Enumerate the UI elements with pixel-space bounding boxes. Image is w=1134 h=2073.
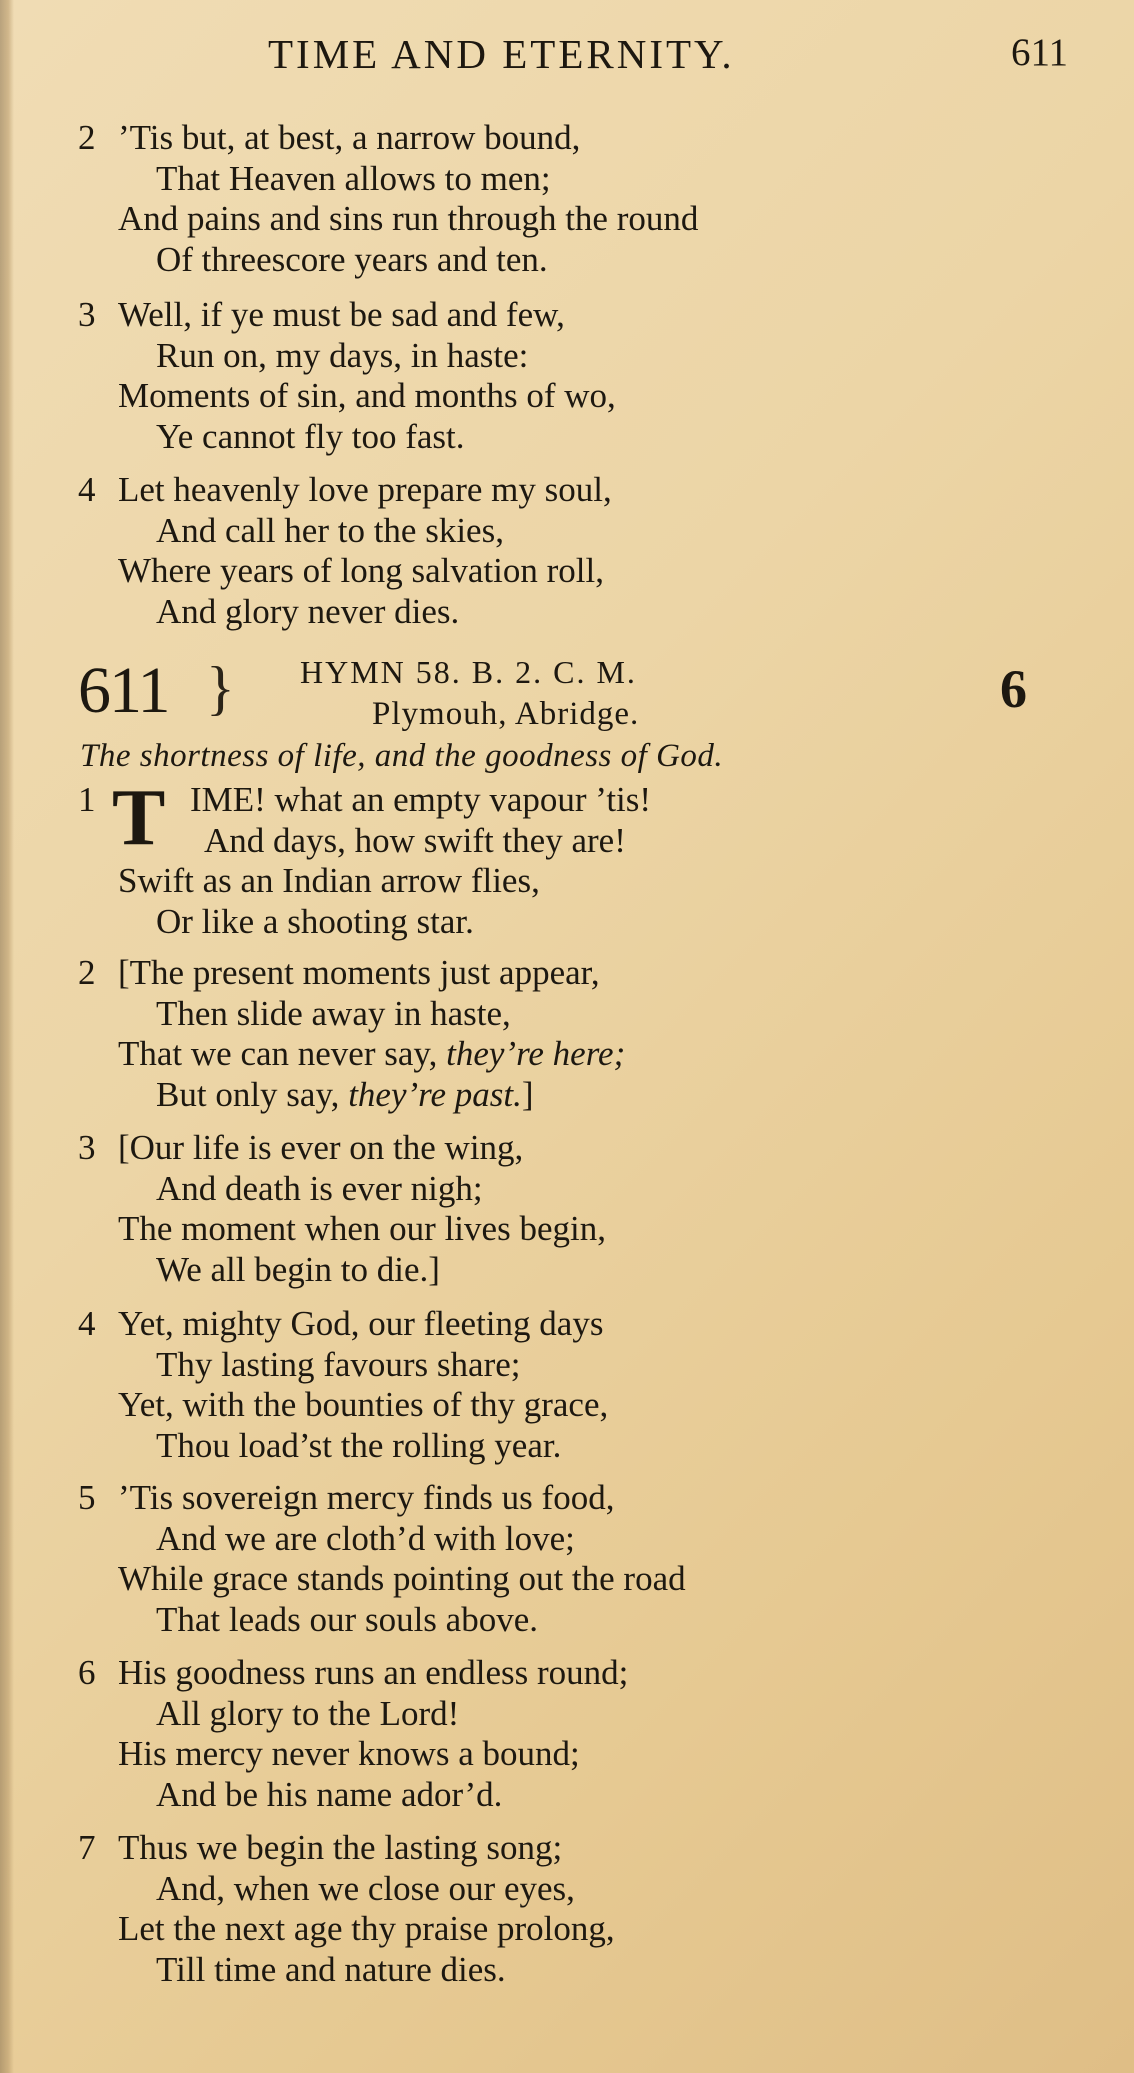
stanza-4 — [0, 1304, 1134, 1466]
hymn-heading — [0, 650, 1134, 745]
stanza-number: 7 — [78, 1828, 96, 1867]
stanza-6 — [0, 1653, 1134, 1815]
drop-cap: T — [112, 774, 166, 862]
verse-line: Till time and nature dies. — [156, 1949, 506, 1989]
verse-line: Of threescore years and ten. — [156, 239, 548, 279]
verse-line: That Heaven allows to men; — [156, 158, 551, 198]
stanza-number: 3 — [78, 1128, 96, 1167]
verse-line: His goodness runs an endless round; — [118, 1653, 629, 1692]
verse-line: Swift as an Indian arrow flies, — [118, 861, 540, 900]
hymn-number: 611 — [78, 654, 169, 727]
verse-line: Thy lasting favours share; — [156, 1344, 521, 1384]
stanza-number: 2 — [78, 118, 96, 157]
verse-line: Let the next age thy praise prolong, — [118, 1909, 615, 1948]
stanza-prev-2 — [0, 118, 1134, 280]
running-title: TIME AND ETERNITY. — [268, 31, 735, 77]
margin-mark: 6 — [1000, 659, 1027, 719]
verse-line: We all begin to die.] — [156, 1249, 440, 1289]
verse-text: But only say, — [156, 1074, 349, 1114]
verse-line: Well, if ye must be sad and few, — [118, 295, 565, 334]
verse-line: Thus we begin the lasting song; — [118, 1828, 563, 1867]
stanza-number: 2 — [78, 953, 96, 992]
verse-line: ’Tis sovereign mercy finds us food, — [118, 1478, 615, 1517]
page-header — [268, 30, 1088, 90]
page-number: 611 — [1010, 31, 1068, 74]
verse-line — [118, 1034, 625, 1075]
stanza-number: 5 — [78, 1478, 96, 1517]
verse-line: Or like a shooting star. — [156, 901, 474, 941]
verse-line: Then slide away in haste, — [156, 993, 511, 1033]
verse-line: And days, how swift they are! — [204, 820, 626, 860]
stanza-3 — [0, 1128, 1134, 1290]
verse-italic: they’re past. — [348, 1074, 522, 1114]
verse-line: And be his name ador’d. — [156, 1774, 503, 1814]
closing-bracket: ] — [521, 1074, 534, 1114]
verse-line: His mercy never knows a bound; — [118, 1734, 580, 1773]
hymn-subject: The shortness of life, and the goodness of God. — [80, 738, 724, 774]
verse-line: ’Tis but, at best, a narrow bound, — [118, 118, 581, 157]
stanza-number: 4 — [78, 470, 96, 509]
verse-line: [Our life is ever on the wing, — [118, 1128, 524, 1167]
verse-line — [156, 1075, 534, 1116]
stanza-1 — [0, 774, 1134, 942]
verse-line: The moment when our lives begin, — [118, 1209, 606, 1248]
verse-line: Let heavenly love prepare my soul, — [118, 470, 612, 509]
stanza-prev-4 — [0, 470, 1134, 632]
verse-line: That leads our souls above. — [156, 1599, 538, 1639]
verse-line: Yet, with the bounties of thy grace, — [118, 1385, 609, 1424]
hymn-tune: Plymouh, Abridge. — [372, 696, 640, 732]
verse-italic: they’re here; — [446, 1034, 626, 1073]
brace-glyph: } — [206, 655, 235, 721]
hymn-reference: HYMN 58. B. 2. C. M. — [300, 654, 637, 690]
verse-line: Where years of long salvation roll, — [118, 551, 604, 590]
verse-line: While grace stands pointing out the road — [118, 1559, 686, 1598]
stanza-number: 1 — [78, 780, 96, 819]
verse-line: And pains and sins run through the round — [118, 199, 699, 238]
stanza-7 — [0, 1828, 1134, 1990]
stanza-prev-3 — [0, 295, 1134, 457]
verse-line: [The present moments just appear, — [118, 953, 600, 992]
verse-line: Run on, my days, in haste: — [156, 335, 529, 375]
verse-line: Thou load’st the rolling year. — [156, 1425, 562, 1465]
verse-line: All glory to the Lord! — [156, 1693, 460, 1733]
verse-line: Yet, mighty God, our fleeting days — [118, 1304, 604, 1343]
stanza-number: 6 — [78, 1653, 96, 1692]
verse-line: Moments of sin, and months of wo, — [118, 376, 616, 415]
verse-line: And glory never dies. — [156, 591, 460, 631]
verse-line: And we are cloth’d with love; — [156, 1518, 575, 1558]
verse-line: And, when we close our eyes, — [156, 1868, 575, 1908]
stanza-2 — [0, 953, 1134, 1115]
verse-line: And call her to the skies, — [156, 510, 504, 550]
stanza-number: 4 — [78, 1304, 96, 1343]
stanza-5 — [0, 1478, 1134, 1640]
stanza-number: 3 — [78, 295, 96, 334]
verse-line: IME! what an empty vapour ’tis! — [190, 780, 652, 819]
verse-text: That we can never say, — [118, 1034, 447, 1073]
verse-line: Ye cannot fly too fast. — [156, 416, 465, 456]
verse-line: And death is ever nigh; — [156, 1168, 483, 1208]
